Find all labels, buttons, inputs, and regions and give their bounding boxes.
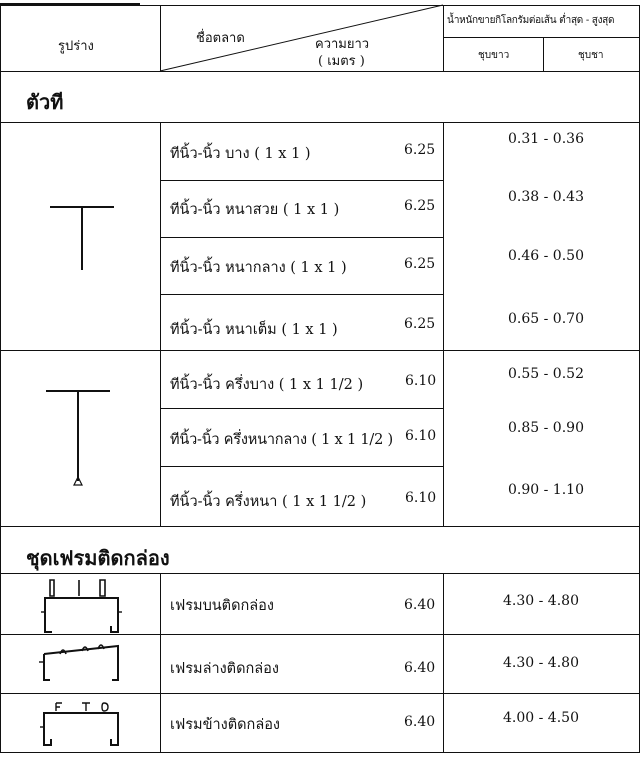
header-length-unit: ( เมตร ) <box>318 54 365 69</box>
section-1-header-bottom <box>0 122 640 123</box>
row-divider <box>160 294 443 295</box>
header-finish-white: ชุบขาว <box>478 50 510 61</box>
row-weight: 0.46 - 0.50 <box>508 248 584 264</box>
row-weight: 0.65 - 0.70 <box>508 311 584 327</box>
row-name: ทีนิ้ว-นิ้ว ครึ่งหนา ( 1 x 1 1/2 ) <box>170 494 367 510</box>
row-length: 6.10 <box>405 373 437 389</box>
header-weight-range: น้ำหนักขายกิโลกรัมต่อเส้น ต่ำสุด - สูงสุด <box>447 15 615 26</box>
col-divider-shape <box>160 122 161 526</box>
row-length: 6.10 <box>405 428 437 444</box>
row-length: 6.40 <box>404 597 436 613</box>
section-title-tee: ตัวที <box>26 90 64 114</box>
row-weight: 4.30 - 4.80 <box>503 655 579 671</box>
row-name: ทีนิ้ว-นิ้ว บาง ( 1 x 1 ) <box>170 146 311 162</box>
row-divider <box>160 237 443 238</box>
row-length: 6.25 <box>404 198 436 214</box>
row-weight: 0.55 - 0.52 <box>508 366 584 382</box>
tee-profile-1x1half-icon <box>40 385 120 495</box>
left-border <box>0 5 1 752</box>
header-shape: รูปร่าง <box>58 39 94 54</box>
col-divider-shape <box>160 573 161 752</box>
row-divider <box>0 693 640 694</box>
row-length: 6.25 <box>404 316 436 332</box>
row-length: 6.25 <box>404 142 436 158</box>
row-name: ทีนิ้ว-นิ้ว ครึ่งหนากลาง ( 1 x 1 1/2 ) <box>170 432 393 448</box>
row-weight: 0.38 - 0.43 <box>508 189 584 205</box>
row-name: ทีนิ้ว-นิ้ว ครึ่งบาง ( 1 x 1 1/2 ) <box>170 377 364 393</box>
row-name: เฟรมล่างติดกล่อง <box>170 661 279 677</box>
row-weight: 4.30 - 4.80 <box>503 593 579 609</box>
row-divider <box>160 466 443 467</box>
tee-profile-1x1-icon <box>44 200 124 280</box>
header-length: ความยาว <box>315 37 370 52</box>
row-weight: 0.31 - 0.36 <box>508 131 584 147</box>
row-length: 6.40 <box>404 660 436 676</box>
row-divider <box>160 180 443 181</box>
row-weight: 0.85 - 0.90 <box>508 420 584 436</box>
group-divider <box>0 350 640 351</box>
row-name: ทีนิ้ว-นิ้ว หนากลาง ( 1 x 1 ) <box>170 260 347 276</box>
header-finish-black: ชุบชา <box>578 50 604 61</box>
section-1-bottom <box>0 526 640 527</box>
header-market-name: ชื่อตลาด <box>196 31 245 46</box>
frame-top-profile-icon <box>38 576 128 636</box>
frame-bottom-profile-icon <box>38 640 128 690</box>
frame-side-profile-icon <box>38 697 128 753</box>
row-name: เฟรมบนติดกล่อง <box>170 598 274 614</box>
row-divider <box>160 408 443 409</box>
row-length: 6.10 <box>405 490 437 506</box>
row-name: เฟรมข้างติดกล่อง <box>170 717 280 733</box>
col-divider-weight <box>443 122 444 526</box>
row-length: 6.40 <box>404 714 436 730</box>
row-length: 6.25 <box>404 256 436 272</box>
row-weight: 0.90 - 1.10 <box>508 482 584 498</box>
row-weight: 4.00 - 4.50 <box>503 710 579 726</box>
row-name: ทีนิ้ว-นิ้ว หนาเต็ม ( 1 x 1 ) <box>170 322 338 338</box>
section-title-frame: ชุดเฟรมติดกล่อง <box>26 546 170 570</box>
row-name: ทีนิ้ว-นิ้ว หนาสวย ( 1 x 1 ) <box>170 202 340 218</box>
col-divider-weight <box>443 573 444 752</box>
